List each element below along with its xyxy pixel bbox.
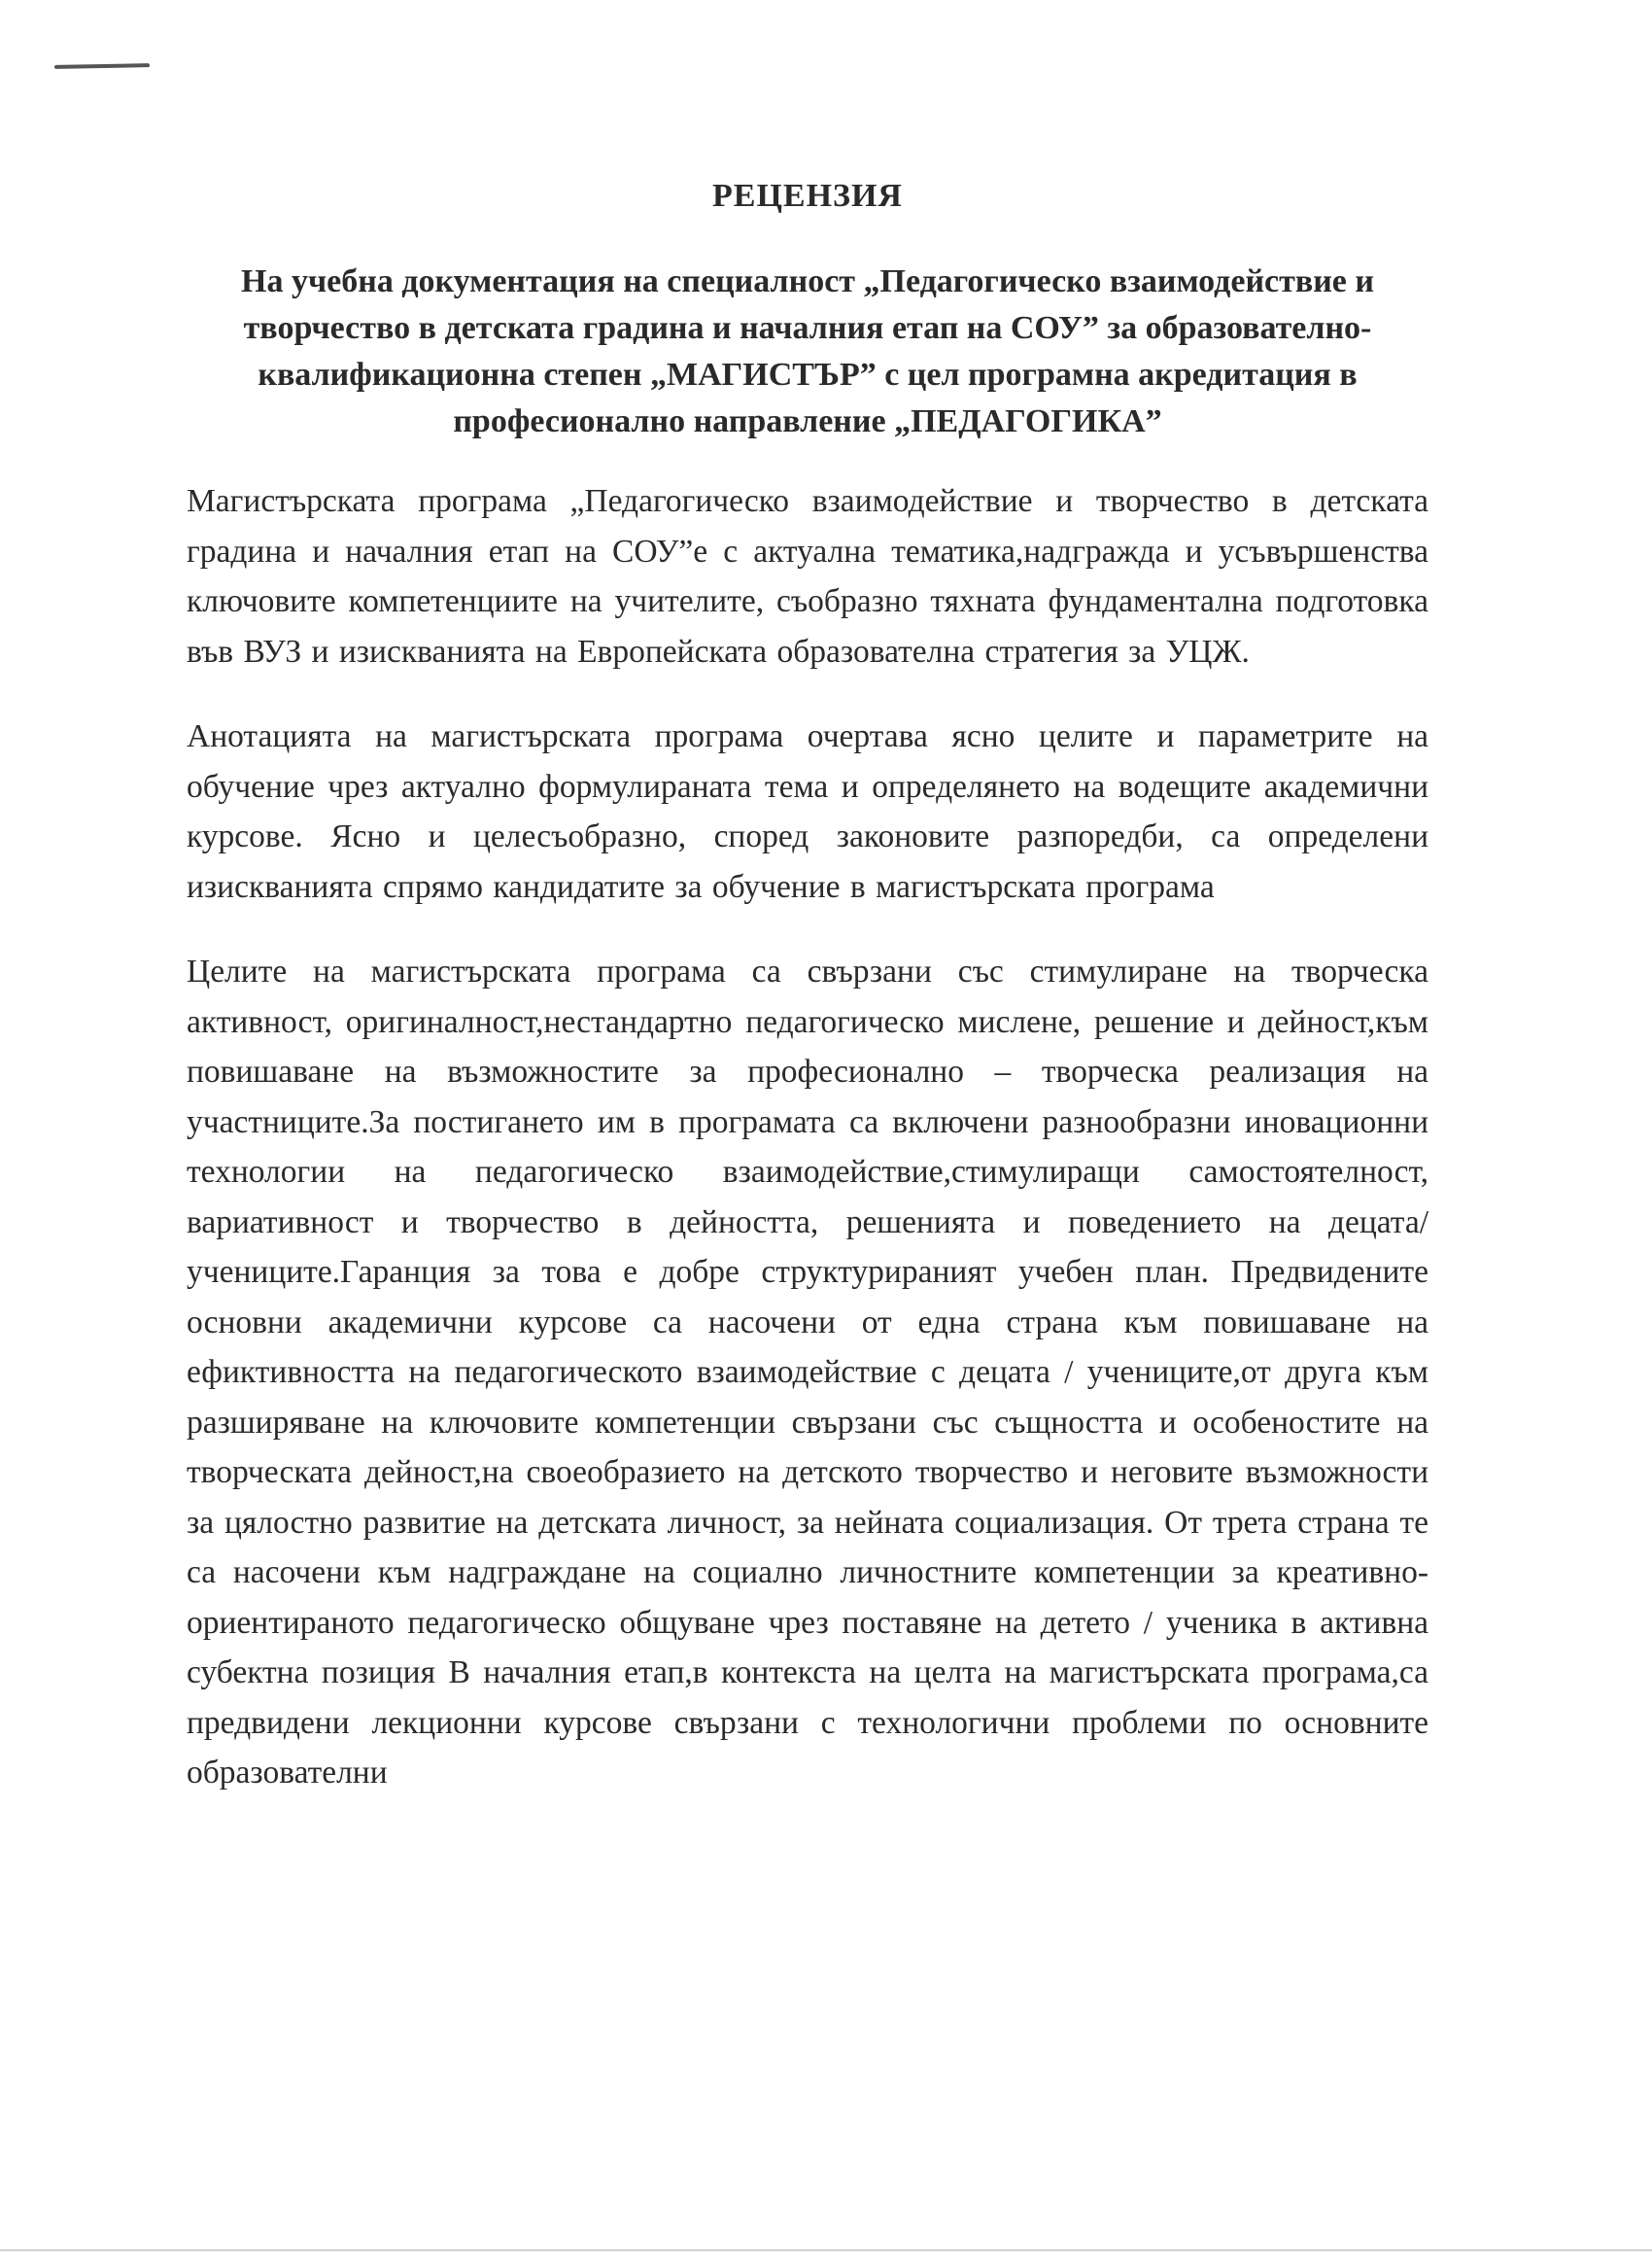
scan-mark [54, 63, 150, 69]
document-subtitle: На учебна документация на специалност „Педагогическо взаимодействие и творчество в детската градина и началния етап на СОУ” за образователно-квалификационна степен „МАГИСТЪР” с цел програмна акредитация в професионално направление „ПЕДАГОГИКА” [241, 263, 1374, 439]
document-title: РЕЦЕНЗИЯ [712, 178, 903, 214]
paragraph-1: Магистърската програма „Педагогическо взаимодействие и творчество в детската градина и началния етап на СОУ”е с актуална тематика,надгражда и усъвършенства ключовите компетенциите на учителите, съобразно тяхната фундаментална подготовка във ВУЗ и изискванията на Европейската образователна стратегия за УЦЖ. [187, 483, 1428, 670]
scan-edge-line [0, 2249, 1652, 2251]
paragraph-3: Целите на магистърската програма са свързани със стимулиране на творческа активност, оригиналност,нестандартно педагогическо мислене, решение и дейност,към повишаване на възможностите за професионално – творческа реализация на участниците.За постигането им в програмата са включени разнообразни иновационни технологии на педагогическо взаимодействие,стимулиращи самостоятелност, вариативност и творчество в дейността, решенията и поведението на децата/ учениците.Гаранция за това е добре структурираният учебен план. Предвидените основни академични курсове са насочени от една страна към повишаване на ефиктивността на педагогическото взаимодействие с децата / учениците,от друга към разширяване на ключовите компетенции свързани със същността и особеностите на творческата дейност,на своеобразието на детското творчество и неговите възможности за цялостно развитие на детската личност, за нейната социализация. От трета страна те са насочени към надграждане на социално личностните компетенции за креативно-ориентираното педагогическо общуване чрез поставяне на детето / ученика в активна субектна позиция В началния етап,в контекста на целта на магистърската програма,са предвидени лекционни курсове свързани с технологични проблеми по основните образователни [187, 954, 1428, 1791]
document-page [187, 175, 1428, 1833]
paragraph-2: Анотацията на магистърската програма очертава ясно целите и параметрите на обучение чрез актуално формулираната тема и определянето на водещите академични курсове. Ясно и целесъобразно, според законовите разпоредби, са определени изискванията спрямо кандидатите за обучение в магистърската програма [187, 718, 1428, 905]
